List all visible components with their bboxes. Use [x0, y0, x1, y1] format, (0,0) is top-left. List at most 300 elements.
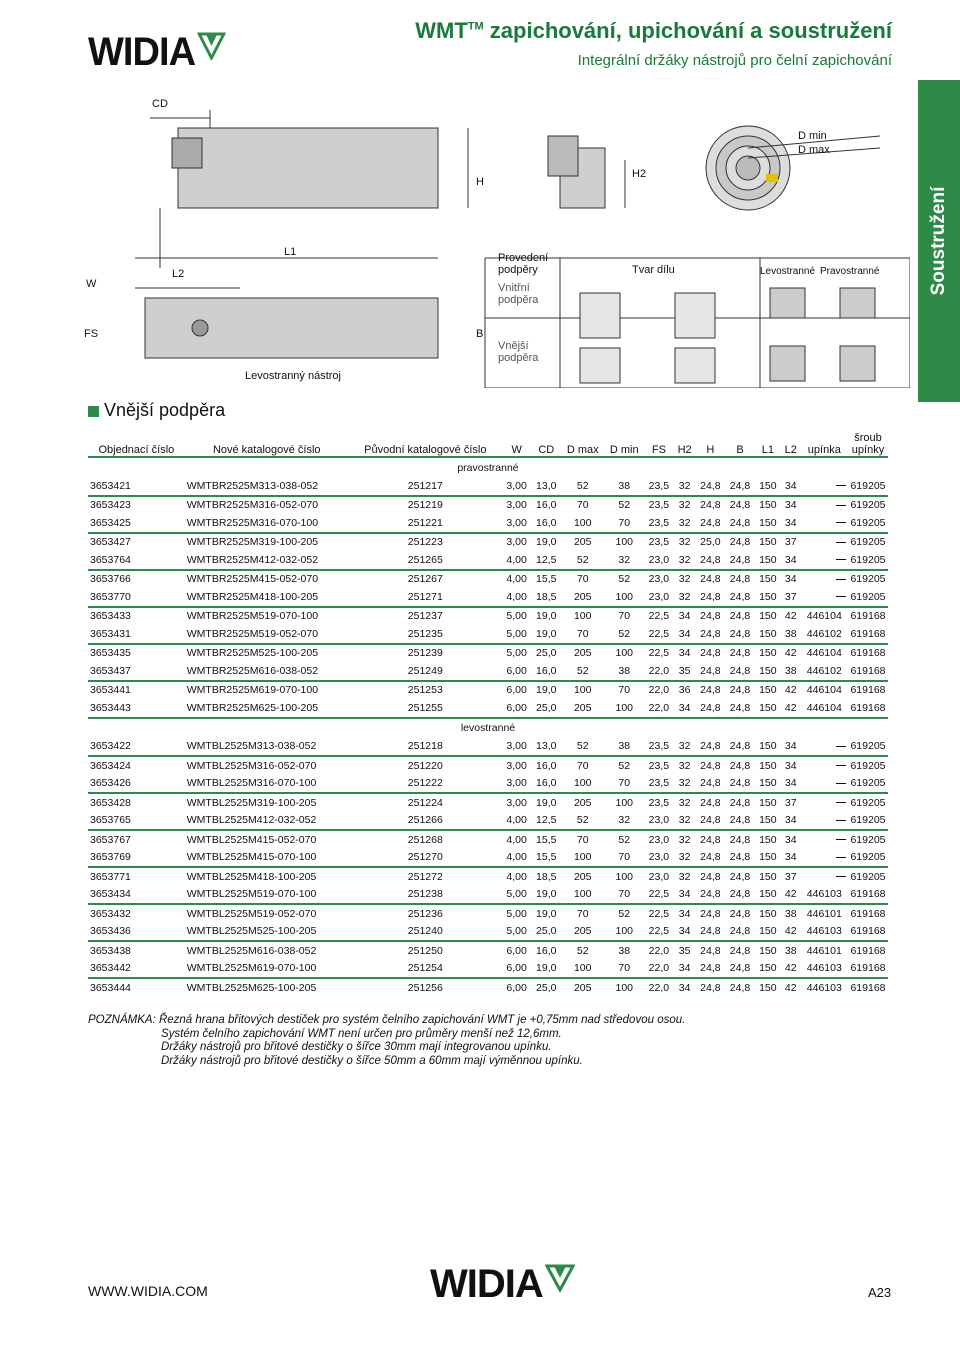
- table-cell: 24,8: [729, 664, 751, 677]
- table-row: [88, 738, 888, 757]
- table-cell: WMTBR2525M418-100-205: [186, 590, 319, 603]
- table-cell: 5,00: [506, 888, 527, 901]
- dim-dmax: D max: [798, 144, 830, 156]
- dash-mark: [836, 746, 846, 747]
- table-cell: 24,8: [700, 610, 721, 623]
- table-header-row: [88, 432, 888, 457]
- table-cell: 100: [615, 796, 634, 809]
- table-cell: 4,00: [506, 851, 527, 864]
- table-cell: 205: [573, 925, 592, 938]
- table-cell: 38: [618, 664, 631, 677]
- table-cell: 446104: [806, 647, 842, 660]
- table-cell: 32: [678, 759, 691, 772]
- table-column-header: L2: [784, 444, 797, 456]
- table-cell: 3,00: [506, 759, 527, 772]
- table-cell: 3653428: [90, 796, 131, 809]
- table-cell: 4,00: [506, 553, 527, 566]
- table-cell: 24,8: [729, 701, 751, 714]
- table-cell: 251217: [407, 479, 443, 492]
- note-line: Držáky nástrojů pro břitové destičky o šířce 30mm mají integrovanou upínku.: [161, 1041, 552, 1053]
- table-cell: 34: [678, 610, 691, 623]
- table-row: [88, 607, 888, 626]
- table-cell: 32: [678, 796, 691, 809]
- table-body: [88, 457, 888, 997]
- table-cell: 34: [678, 962, 691, 975]
- table-cell: [801, 551, 848, 570]
- table-cell: 23,5: [648, 516, 670, 529]
- table-cell: 38: [784, 664, 797, 677]
- table-cell: 3,00: [506, 536, 527, 549]
- table-cell: 251235: [407, 627, 443, 640]
- table-cell: 13,0: [536, 740, 557, 753]
- table-cell: 42: [784, 701, 797, 714]
- dash-mark: [836, 857, 846, 858]
- table-cell: 3653436: [90, 925, 131, 938]
- table-cell: WMTBR2525M616-038-052: [186, 664, 319, 677]
- tool-diagram: [80, 88, 910, 388]
- page-title: WMT™ zapichování, upichování a soustružení: [415, 18, 892, 43]
- table-cell: 24,8: [729, 833, 751, 846]
- table-cell: 446102: [806, 664, 842, 677]
- table-cell: 251271: [407, 590, 443, 603]
- table-cell: 19,0: [536, 610, 557, 623]
- table-cell: 70: [618, 962, 631, 975]
- table-cell: [801, 812, 848, 831]
- dash-mark: [836, 505, 846, 506]
- table-row: [88, 551, 888, 570]
- table-cell: 24,8: [729, 925, 751, 938]
- table-cell: 619168: [850, 701, 886, 714]
- table-cell: WMTBR2525M412-032-052: [186, 553, 319, 566]
- table-row: [88, 681, 888, 700]
- table-cell: [801, 830, 848, 849]
- table-cell: [801, 867, 848, 886]
- table-cell: 16,0: [536, 664, 557, 677]
- table-cell: 52: [618, 627, 631, 640]
- widia-logo: WIDIA: [88, 30, 226, 75]
- table-cell: 100: [615, 981, 634, 994]
- table-cell: 18,5: [536, 870, 557, 883]
- table-cell: 16,0: [536, 777, 557, 790]
- table-cell: 150: [759, 796, 777, 809]
- table-cell: 24,8: [700, 627, 721, 640]
- table-cell: 24,8: [700, 907, 721, 920]
- table-cell: 23,0: [648, 590, 670, 603]
- table-cell: 70: [618, 684, 631, 697]
- table-cell: 24,8: [729, 814, 751, 827]
- table-cell: 34: [784, 777, 797, 790]
- table-cell: WMTBL2525M316-052-070: [186, 759, 317, 772]
- table-cell: 24,8: [729, 647, 751, 660]
- table-cell: 619205: [850, 536, 886, 549]
- table-cell: 32: [678, 536, 691, 549]
- table-cell: 25,0: [536, 925, 557, 938]
- table-cell: 70: [618, 777, 631, 790]
- table-cell: 34: [784, 833, 797, 846]
- table-column-header: Původní katalogové číslo: [364, 444, 487, 456]
- table-cell: 4,00: [506, 590, 527, 603]
- table-cell: 22,5: [648, 627, 670, 640]
- table-cell: 251249: [407, 664, 443, 677]
- table-cell: 24,8: [700, 796, 721, 809]
- dim-w: W: [86, 278, 97, 290]
- table-cell: 38: [618, 479, 631, 492]
- table-cell: 100: [615, 647, 634, 660]
- table-cell: 3653443: [90, 701, 131, 714]
- table-cell: 619205: [850, 590, 886, 603]
- table-row: [88, 756, 888, 775]
- table-cell: 70: [576, 573, 589, 586]
- table-cell: 100: [615, 590, 634, 603]
- table-cell: 3653444: [90, 981, 131, 994]
- dash-mark: [836, 559, 846, 560]
- side-tab[interactable]: [918, 80, 960, 402]
- table-cell: 5,00: [506, 907, 527, 920]
- table-cell: 24,8: [729, 870, 751, 883]
- table-cell: 22,0: [648, 684, 670, 697]
- table-cell: 25,0: [700, 536, 721, 549]
- table-cell: 32: [678, 777, 691, 790]
- dash-mark: [836, 876, 846, 877]
- notes: [88, 1014, 685, 1068]
- table-cell: WMTBL2525M313-038-052: [186, 740, 317, 753]
- table-cell: 3653426: [90, 777, 131, 790]
- table-row: [88, 514, 888, 533]
- table-cell: 619205: [850, 833, 886, 846]
- table-cell: 24,8: [700, 851, 721, 864]
- table-cell: WMTBL2525M412-032-052: [186, 814, 317, 827]
- table-cell: 24,8: [729, 796, 751, 809]
- table-cell: 251270: [407, 851, 443, 864]
- table-cell: 24,8: [729, 553, 751, 566]
- table-cell: 446103: [806, 888, 842, 901]
- table-cell: 34: [678, 701, 691, 714]
- table-cell: 251253: [407, 684, 443, 697]
- table-cell: 100: [615, 701, 634, 714]
- table-cell: 34: [678, 627, 691, 640]
- table-cell: 34: [784, 479, 797, 492]
- table-cell: 205: [573, 647, 592, 660]
- table-cell: 36: [678, 684, 691, 697]
- table-cell: 37: [784, 536, 797, 549]
- table-cell: WMTBL2525M519-052-070: [186, 907, 317, 920]
- table-cell: 251265: [407, 553, 443, 566]
- table-cell: 16,0: [536, 759, 557, 772]
- table-cell: 150: [759, 701, 777, 714]
- table-cell: 24,8: [700, 590, 721, 603]
- table-column-header: W: [511, 444, 522, 456]
- table-cell: WMTBL2525M616-038-052: [186, 944, 317, 957]
- table-cell: 37: [784, 870, 797, 883]
- table-cell: 24,8: [729, 610, 751, 623]
- table-cell: WMTBL2525M519-070-100: [186, 888, 317, 901]
- table-cell: 3653766: [90, 573, 131, 586]
- table-cell: 70: [576, 627, 589, 640]
- table-cell: 23,0: [648, 833, 670, 846]
- table-cell: 251224: [407, 796, 443, 809]
- table-cell: 446103: [806, 981, 842, 994]
- table-cell: 24,8: [700, 925, 721, 938]
- table-cell: 12,5: [536, 814, 557, 827]
- table-cell: 3653767: [90, 833, 131, 846]
- notes-prefix: POZNÁMKA:: [88, 1014, 159, 1026]
- table-row: [88, 978, 888, 997]
- table-cell: 24,8: [700, 944, 721, 957]
- table-cell: 32: [678, 851, 691, 864]
- table-cell: 150: [759, 573, 777, 586]
- table-cell: 19,0: [536, 536, 557, 549]
- table-cell: [801, 775, 848, 794]
- table-cell: 24,8: [729, 590, 751, 603]
- table-cell: 70: [576, 907, 589, 920]
- table-cell: 19,0: [536, 684, 557, 697]
- table-cell: 205: [573, 870, 592, 883]
- table-cell: 619205: [850, 870, 886, 883]
- table-cell: 150: [759, 814, 777, 827]
- table-cell: 100: [573, 888, 592, 901]
- table-cell: 24,8: [700, 777, 721, 790]
- table-cell: 24,8: [700, 516, 721, 529]
- table-cell: 23,0: [648, 851, 670, 864]
- table-cell: 52: [618, 907, 631, 920]
- table-cell: 205: [573, 796, 592, 809]
- table-cell: 4,00: [506, 573, 527, 586]
- table-cell: 38: [618, 944, 631, 957]
- table-cell: 24,8: [729, 777, 751, 790]
- table-cell: 3653434: [90, 888, 131, 901]
- dim-l2: L2: [172, 268, 185, 280]
- table-cell: 24,8: [729, 627, 751, 640]
- table-cell: 24,8: [729, 479, 751, 492]
- table-cell: WMTBL2525M525-100-205: [186, 925, 317, 938]
- table-cell: 3,00: [506, 516, 527, 529]
- table-cell: 619168: [850, 684, 886, 697]
- footer-url[interactable]: WWW.WIDIA.COM: [88, 1283, 208, 1299]
- table-cell: 70: [618, 851, 631, 864]
- table-cell: 32: [678, 516, 691, 529]
- table-cell: 3653437: [90, 664, 131, 677]
- table-cell: 150: [759, 962, 777, 975]
- table-cell: 100: [573, 962, 592, 975]
- table-cell: 619168: [850, 627, 886, 640]
- table-cell: 24,8: [700, 647, 721, 660]
- table-row: [88, 775, 888, 794]
- table-cell: 34: [784, 499, 797, 512]
- section-marker: [88, 406, 99, 417]
- dim-b: B: [476, 328, 484, 340]
- table-cell: 23,5: [648, 777, 670, 790]
- table-cell: 42: [784, 888, 797, 901]
- table-cell: 22,0: [648, 664, 670, 677]
- table-cell: 3653442: [90, 962, 131, 975]
- dash-mark: [836, 765, 846, 766]
- table-cell: 52: [618, 833, 631, 846]
- outer-support-label: Vnější podpěra: [498, 340, 539, 364]
- table-cell: 3653770: [90, 590, 131, 603]
- table-cell: 251266: [407, 814, 443, 827]
- table-cell: 3653427: [90, 536, 131, 549]
- table-cell: 5,00: [506, 925, 527, 938]
- table-cell: 251255: [407, 701, 443, 714]
- table-cell: 32: [678, 590, 691, 603]
- table-cell: 619205: [850, 499, 886, 512]
- table-cell: 619205: [850, 851, 886, 864]
- dim-dmin: D min: [798, 130, 827, 142]
- table-row: [88, 960, 888, 979]
- diagram-drawing: [80, 88, 910, 388]
- table-cell: 13,0: [536, 479, 557, 492]
- table-cell: 24,8: [729, 516, 751, 529]
- table-cell: 150: [759, 516, 777, 529]
- table-cell: 24,8: [729, 684, 751, 697]
- table-cell: 4,00: [506, 814, 527, 827]
- table-cell: 150: [759, 851, 777, 864]
- table-column-header: šroub upínky: [851, 432, 885, 456]
- table-cell: 24,8: [700, 479, 721, 492]
- table-column-header: D max: [566, 444, 599, 456]
- table-cell: 3653441: [90, 684, 131, 697]
- table-cell: WMTBR2525M625-100-205: [186, 701, 319, 714]
- table-cell: [801, 514, 848, 533]
- table-cell: 251240: [407, 925, 443, 938]
- table-cell: 23,5: [648, 740, 670, 753]
- table-row: [88, 793, 888, 812]
- table-cell: 24,8: [729, 573, 751, 586]
- table-cell: 38: [784, 944, 797, 957]
- table-column-header: B: [736, 444, 744, 456]
- table-cell: 251223: [407, 536, 443, 549]
- table-cell: 205: [573, 536, 592, 549]
- table-cell: 150: [759, 479, 777, 492]
- table-cell: [801, 570, 848, 589]
- table-cell: 150: [759, 536, 777, 549]
- table-cell: 619168: [850, 610, 886, 623]
- table-cell: 150: [759, 610, 777, 623]
- table-cell: 34: [678, 981, 691, 994]
- table-cell: 619168: [850, 925, 886, 938]
- table-cell: 150: [759, 499, 777, 512]
- group-label-row: [88, 718, 888, 738]
- table-row: [88, 812, 888, 831]
- table-cell: 5,00: [506, 610, 527, 623]
- table-cell: 3653421: [90, 479, 131, 492]
- table-cell: WMTBL2525M625-100-205: [186, 981, 317, 994]
- table-cell: 100: [615, 536, 634, 549]
- table-cell: 15,5: [536, 573, 557, 586]
- table-cell: 619168: [850, 944, 886, 957]
- group-label: levostranné: [460, 722, 516, 734]
- table-cell: 32: [678, 479, 691, 492]
- dash-mark: [836, 839, 846, 840]
- table-cell: 24,8: [700, 814, 721, 827]
- table-cell: 35: [678, 664, 691, 677]
- dash-mark: [836, 783, 846, 784]
- table-cell: 3653765: [90, 814, 131, 827]
- table-cell: 38: [618, 740, 631, 753]
- table-cell: 24,8: [729, 499, 751, 512]
- table-cell: 100: [573, 851, 592, 864]
- table-cell: 6,00: [506, 944, 527, 957]
- table-cell: [801, 793, 848, 812]
- table-cell: 24,8: [729, 536, 751, 549]
- table-cell: 24,8: [700, 962, 721, 975]
- table-cell: 37: [784, 796, 797, 809]
- table-cell: WMTBL2525M415-052-070: [186, 833, 317, 846]
- table-cell: 251236: [407, 907, 443, 920]
- table-column-header: D min: [609, 444, 639, 456]
- table-cell: [801, 588, 848, 607]
- table-cell: 15,5: [536, 833, 557, 846]
- table-row: [88, 941, 888, 960]
- table-cell: 619168: [850, 647, 886, 660]
- table-cell: 3653433: [90, 610, 131, 623]
- table-cell: 251267: [407, 573, 443, 586]
- table-cell: 619168: [850, 907, 886, 920]
- table-cell: 23,0: [648, 573, 670, 586]
- table-row: [88, 625, 888, 644]
- table-row: [88, 588, 888, 607]
- table-cell: 446101: [806, 944, 842, 957]
- dash-mark: [836, 542, 846, 543]
- table-cell: 3653424: [90, 759, 131, 772]
- table-row: [88, 496, 888, 515]
- section-title: Vnější podpěra: [104, 400, 226, 420]
- table-cell: 3653422: [90, 740, 131, 753]
- side-tab-label: Soustružení: [928, 186, 949, 296]
- table-cell: 100: [573, 777, 592, 790]
- table-cell: 446103: [806, 962, 842, 975]
- table-column-header: FS: [651, 444, 666, 456]
- table-row: [88, 662, 888, 681]
- group-label-row: [88, 457, 888, 477]
- table-cell: 24,8: [729, 851, 751, 864]
- table-cell: 34: [784, 740, 797, 753]
- table-cell: 52: [618, 759, 631, 772]
- right-hand-label: Pravostranné: [820, 266, 880, 277]
- table-cell: 24,8: [700, 981, 721, 994]
- table-cell: 446101: [806, 907, 842, 920]
- dim-fs: FS: [84, 328, 99, 340]
- table-cell: 19,0: [536, 907, 557, 920]
- table-cell: 3653432: [90, 907, 131, 920]
- table-cell: 22,0: [648, 962, 670, 975]
- table-cell: 52: [576, 553, 589, 566]
- table-cell: 619205: [850, 479, 886, 492]
- table-cell: 24,8: [700, 701, 721, 714]
- table-cell: WMTBR2525M619-070-100: [186, 684, 319, 697]
- table-cell: 42: [784, 925, 797, 938]
- table-cell: 24,8: [729, 740, 751, 753]
- table-cell: 446103: [806, 925, 842, 938]
- dash-mark: [836, 579, 846, 580]
- table-cell: 3653771: [90, 870, 131, 883]
- table-column-header: H2: [677, 444, 692, 456]
- table-cell: 52: [576, 944, 589, 957]
- table-cell: 32: [678, 499, 691, 512]
- dim-l1: L1: [284, 246, 297, 258]
- table-cell: 16,0: [536, 944, 557, 957]
- widia-logo-mark: [545, 1262, 575, 1292]
- table-cell: 150: [759, 870, 777, 883]
- table-cell: 251250: [407, 944, 443, 957]
- dim-cd: CD: [152, 98, 168, 110]
- table-cell: 42: [784, 981, 797, 994]
- table-cell: WMTBL2525M415-070-100: [186, 851, 317, 864]
- table-cell: 32: [678, 553, 691, 566]
- table-row: [88, 644, 888, 663]
- table-cell: WMTBL2525M316-070-100: [186, 777, 317, 790]
- table-cell: WMTBR2525M316-070-100: [186, 516, 319, 529]
